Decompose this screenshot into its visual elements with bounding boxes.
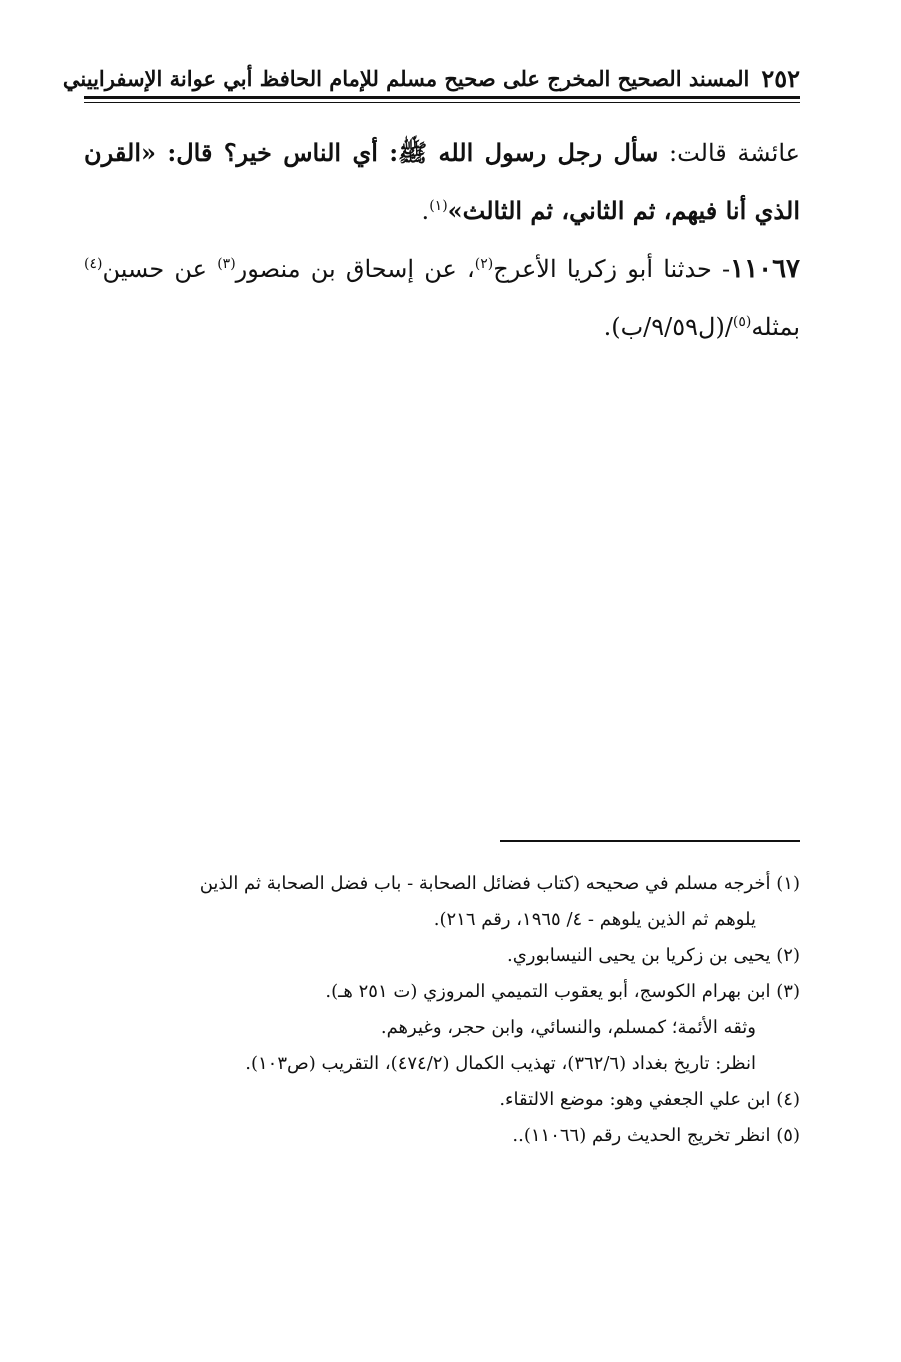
footnote-1-cont: يلوهم ثم الذين يلوهم - ٤/ ١٩٦٥، رقم ٢١٦).	[433, 909, 756, 930]
narration-intro: عائشة قالت:	[658, 139, 800, 167]
header-rule-thin	[84, 102, 800, 103]
footnotes	[84, 866, 800, 1154]
prophetic-saying: «القرن الذي أنا فيهم، ثم الثاني، ثم الثالث»	[84, 138, 800, 225]
manuscript-folio-ref: /(ل٩/٥٩/ب).	[603, 313, 733, 341]
footnote-1: (١) أخرجه مسلم في صحيحه (كتاب فضائل الصحابة - باب فضل الصحابة ثم الذين	[199, 873, 800, 894]
footnote-3: (٣) ابن بهرام الكوسج، أبو يعقوب التميمي المروزي (ت ٢٥١ هـ).	[325, 981, 800, 1002]
footnote-2: (٢) يحيى بن زكريا بن يحيى النيسابوري.	[507, 945, 800, 966]
sentence-end: .	[421, 197, 430, 225]
header-rule-thick	[84, 96, 800, 99]
narration-question: سأل رجل رسول الله ﷺ: أي الناس خير؟ قال:	[156, 138, 659, 167]
footnote-3-cont-2: انظر: تاريخ بغداد (٣٦٢/٦)، تهذيب الكمال (٤٧٤/٢)، التقريب (ص١٠٣).	[245, 1053, 756, 1074]
paragraph-hadith-11067	[84, 240, 800, 356]
paragraph-aisha	[84, 124, 800, 240]
footnote-ref-5[interactable]: (٥)	[732, 314, 752, 330]
footnote-3-cont-1: وثقه الأئمة؛ كمسلم، والنسائي، وابن حجر، وغيرهم.	[380, 1017, 756, 1038]
page-number: ٢٥٢	[761, 63, 800, 93]
footnote-ref-1[interactable]: (١)	[429, 198, 448, 214]
footnote-4: (٤) ابن علي الجعفي وهو: موضع الالتقاء.	[499, 1089, 800, 1110]
running-header	[62, 60, 800, 96]
footnote-ref-4[interactable]: (٤)	[84, 256, 103, 272]
footnote-5: (٥) انظر تخريج الحديث رقم (١١٠٦٦)..	[512, 1125, 800, 1146]
main-text	[84, 124, 800, 356]
book-title: المسند الصحيح المخرج على صحيح مسلم للإمام الحافظ أبي عوانة الإسفراييني	[62, 65, 750, 91]
chain-part-1: - حدثنا أبو زكريا الأعرج	[493, 255, 731, 283]
chain-part-2: ، عن إسحاق بن منصور	[235, 255, 475, 283]
chain-part-3: عن حسين	[102, 255, 218, 283]
chain-part-4: بمثله	[751, 313, 800, 341]
footnote-separator	[500, 840, 800, 842]
hadith-number: ١١٠٦٧	[730, 254, 800, 284]
footnote-ref-3[interactable]: (٣)	[217, 256, 236, 272]
footnote-ref-2[interactable]: (٢)	[474, 256, 494, 272]
